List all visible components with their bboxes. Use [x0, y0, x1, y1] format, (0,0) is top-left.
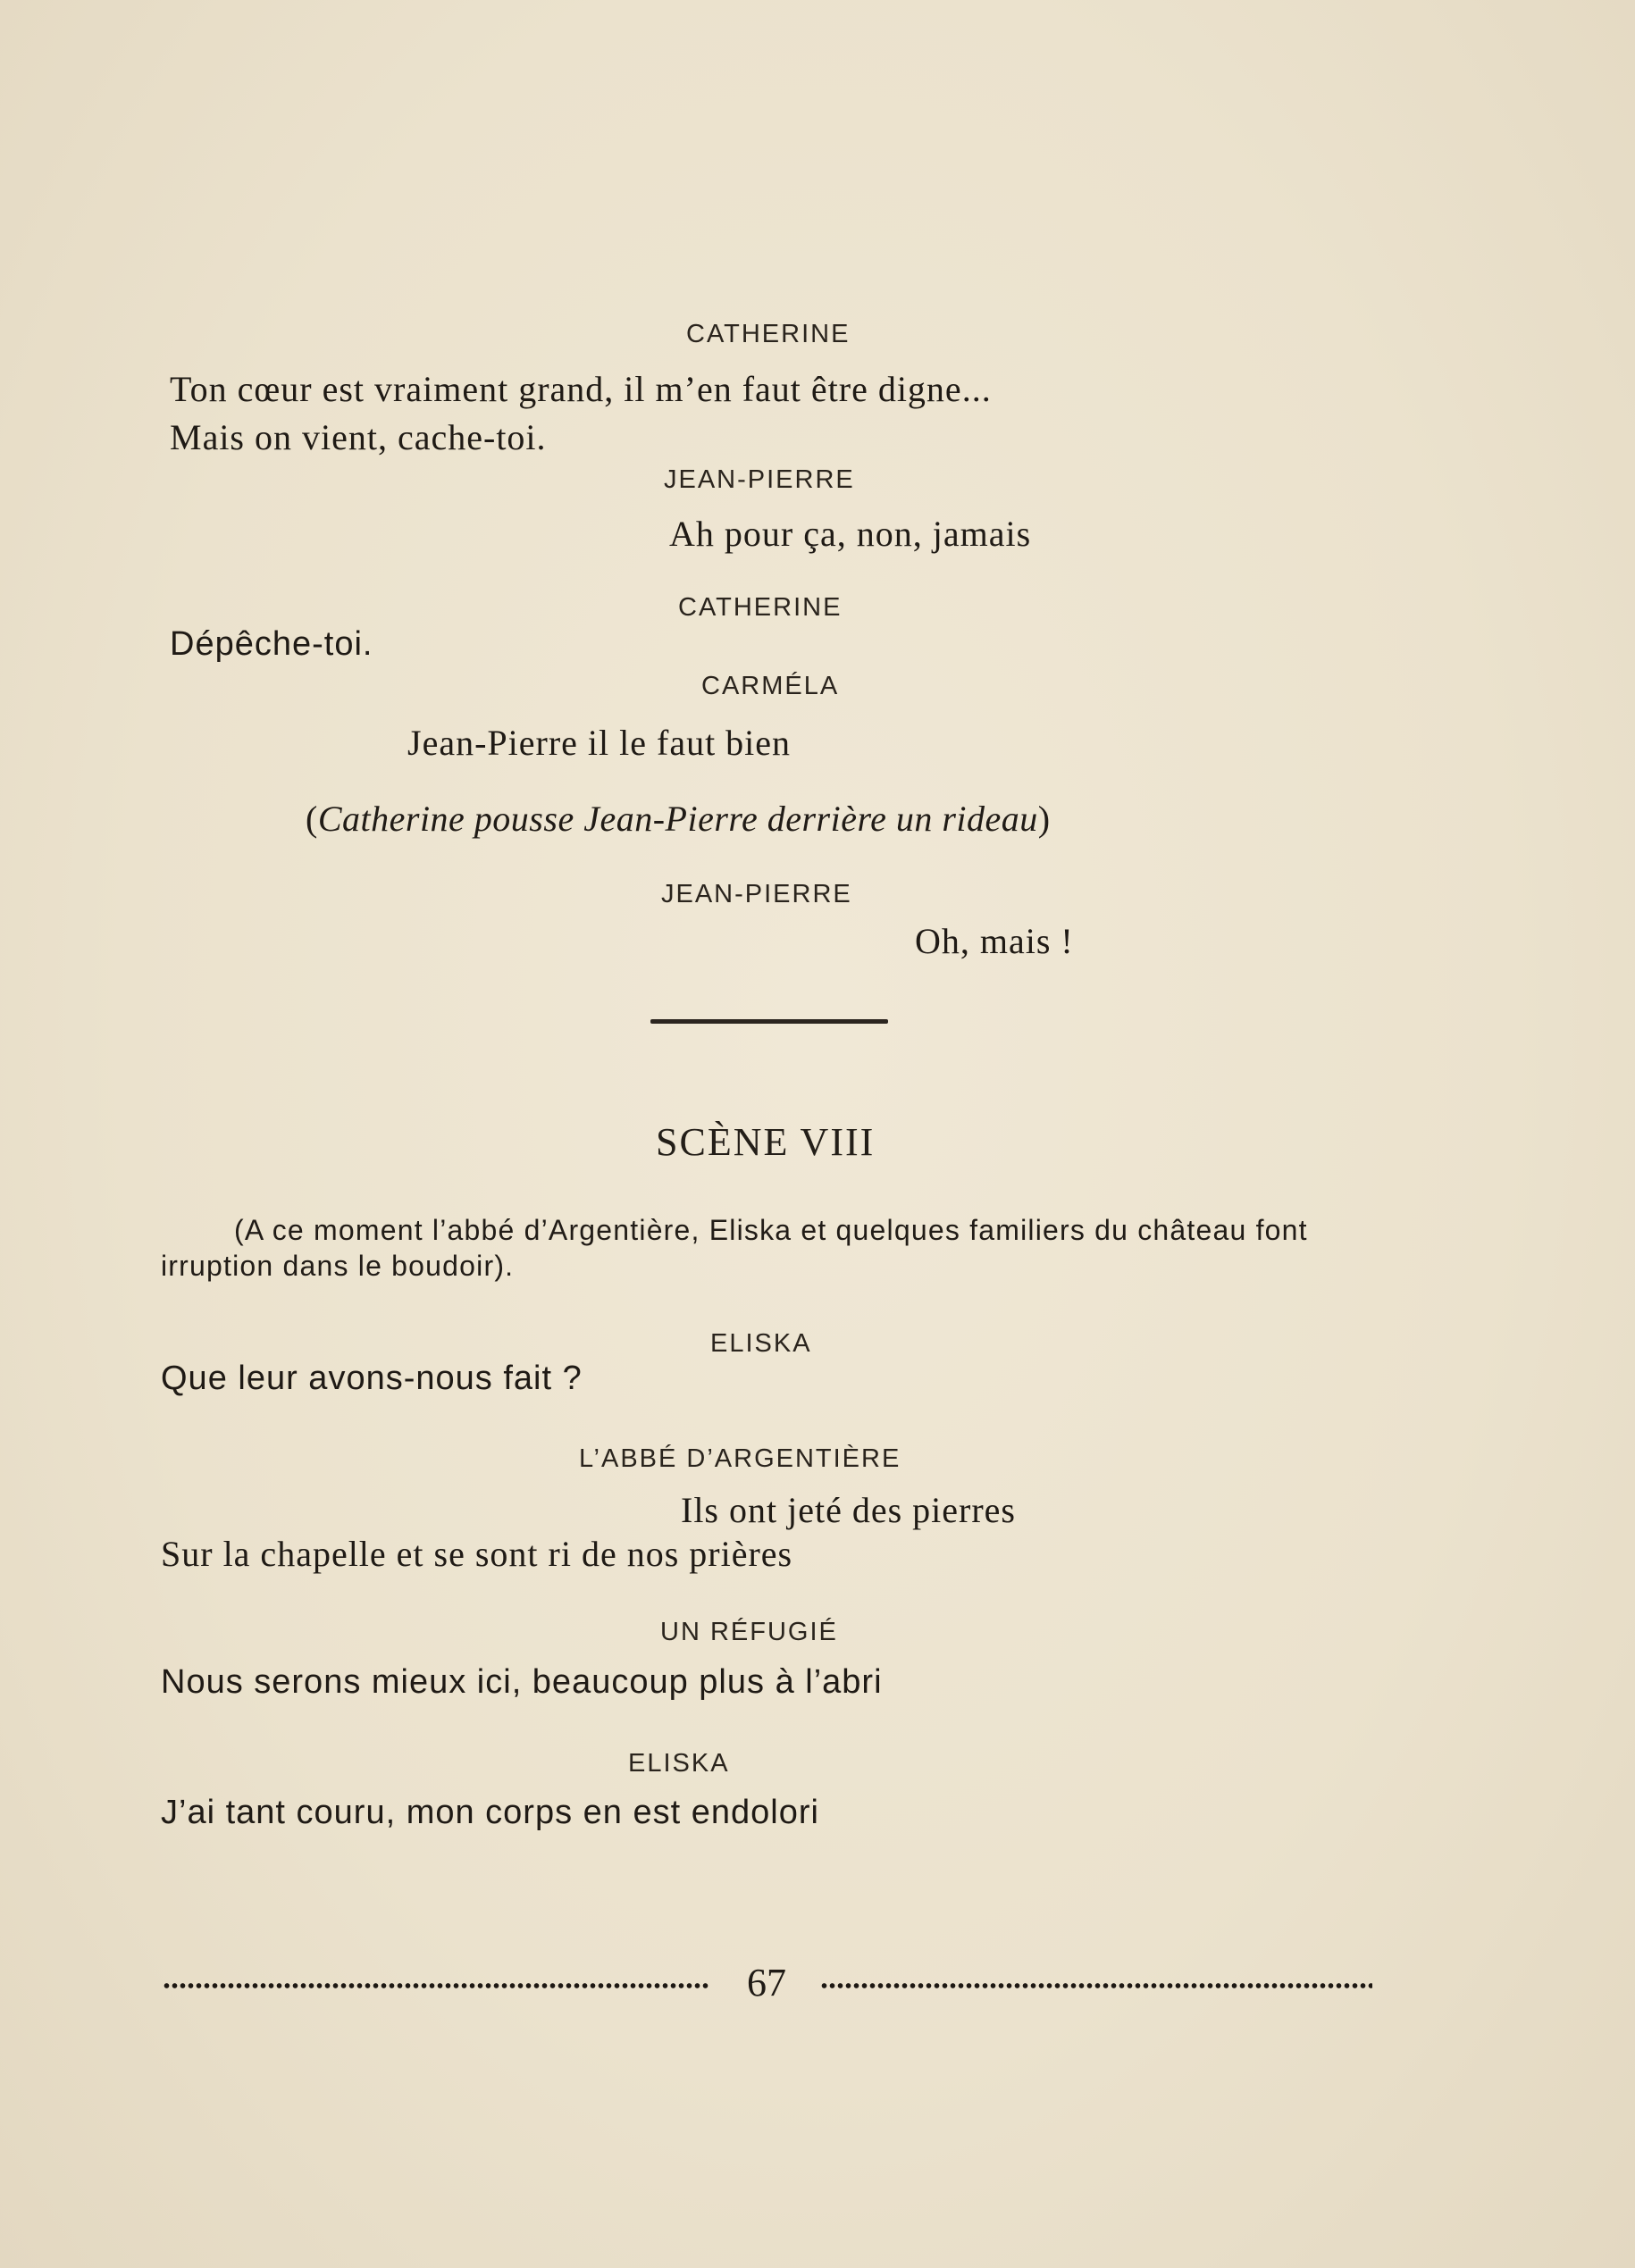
- verse-line: Sur la chapelle et se sont ri de nos prières: [161, 1534, 793, 1574]
- verse-line: Dépêche-toi.: [170, 625, 373, 663]
- verse-line: Oh, mais !: [915, 921, 1074, 961]
- verse-line: Nous serons mieux ici, beaucoup plus à l’abri: [161, 1663, 883, 1701]
- speaker-refugie: UN RÉFUGIÉ: [660, 1618, 838, 1646]
- speaker-eliska: ELISKA: [628, 1749, 730, 1778]
- verse-line: Jean-Pierre il le faut bien: [407, 723, 792, 763]
- scene-stage-direction: (A ce moment l’abbé d’Argentière, Eliska et quelques familiers du château font irruption dans le boudoir).: [161, 1214, 1308, 1282]
- stage-direction-text: Catherine pousse Jean-Pierre derrière un rideau: [317, 799, 1038, 839]
- verse-line: Ton cœur est vraiment grand, il m’en faut être digne...: [170, 369, 992, 409]
- paren-close: ): [1037, 799, 1051, 839]
- speaker-jean-pierre: JEAN-PIERRE: [664, 465, 855, 494]
- speaker-catherine: CATHERINE: [686, 320, 851, 348]
- stage-direction: [306, 798, 1051, 840]
- dotted-leader-left: [163, 1981, 709, 1990]
- scene-title: SCÈNE VIII: [656, 1120, 876, 1164]
- dotted-leader-right: [820, 1981, 1372, 1990]
- speaker-jean-pierre: JEAN-PIERRE: [661, 880, 852, 908]
- speaker-carmela: CARMÉLA: [701, 672, 840, 700]
- speaker-eliska: ELISKA: [710, 1329, 812, 1358]
- verse-line: Ah pour ça, non, jamais: [669, 514, 1032, 554]
- verse-line: Que leur avons-nous fait ?: [161, 1360, 583, 1397]
- scene-divider: [650, 1019, 888, 1024]
- page-number: 67: [747, 1961, 786, 2004]
- verse-line: J’ai tant couru, mon corps en est endolori: [161, 1794, 819, 1831]
- speaker-catherine: CATHERINE: [678, 593, 843, 622]
- verse-line: Ils ont jeté des pierres: [681, 1490, 1016, 1530]
- verse-line: Mais on vient, cache-toi.: [170, 417, 547, 457]
- paren-open: (: [306, 799, 318, 839]
- speaker-abbe: L’ABBÉ D’ARGENTIÈRE: [579, 1444, 901, 1473]
